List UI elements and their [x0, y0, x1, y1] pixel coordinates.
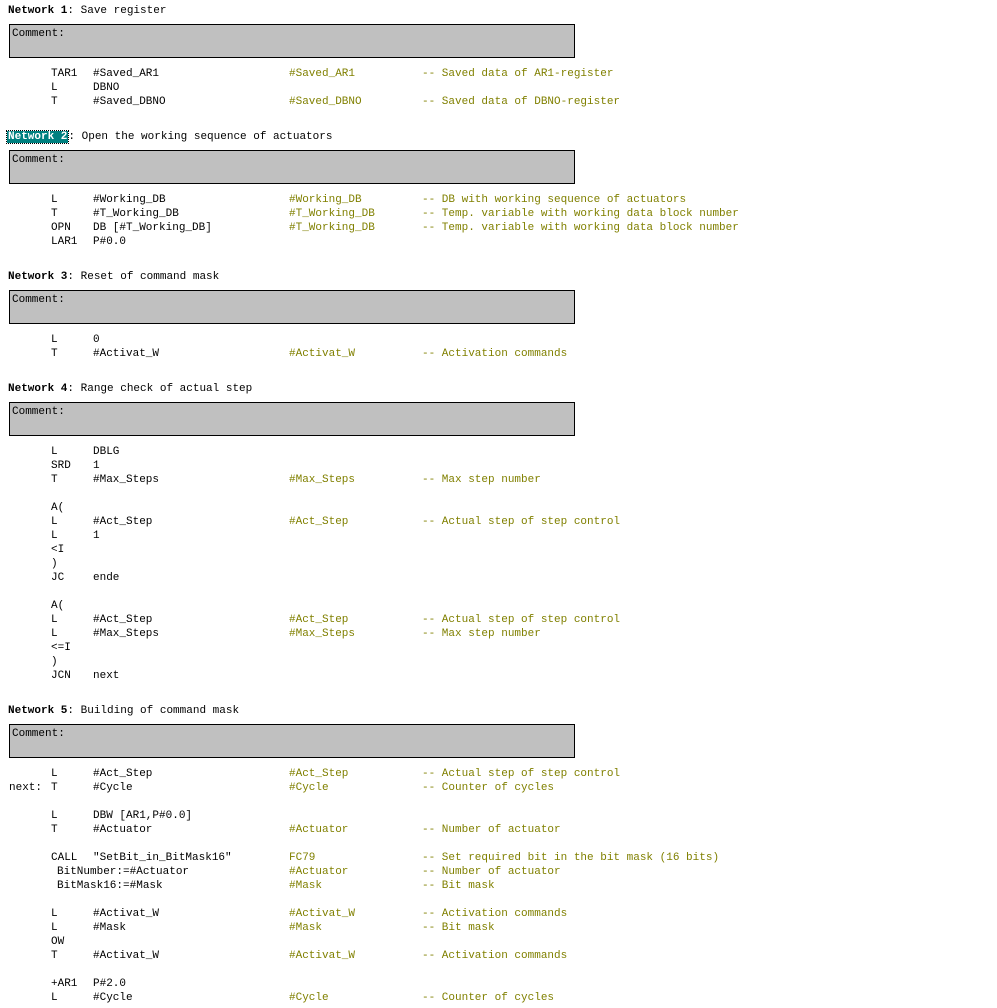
instruction: L: [51, 530, 58, 542]
symbol: #Working_DB: [289, 194, 362, 206]
symbol: #Actuator: [289, 824, 349, 836]
network-number[interactable]: Network 3: [8, 271, 68, 283]
operand: ende: [93, 572, 120, 584]
network-header[interactable]: [8, 270, 219, 284]
instruction: ): [51, 656, 58, 668]
instruction: CALL: [51, 852, 78, 864]
operand: DBLG: [93, 446, 120, 458]
line-comment: -- Activation commands: [422, 348, 568, 360]
instruction: <=I: [51, 642, 71, 654]
line-comment: -- Number of actuator: [422, 866, 561, 878]
operand: #Activat_W: [93, 908, 160, 920]
instruction: T: [51, 348, 58, 360]
line-comment: -- Max step number: [422, 628, 541, 640]
network-comment-box[interactable]: [9, 150, 575, 184]
comment-label: Comment:: [12, 294, 65, 306]
symbol: #Activat_W: [289, 348, 356, 360]
network-number[interactable]: Network 1: [8, 5, 68, 17]
network-title: : Range check of actual step: [67, 383, 253, 395]
instruction: L: [51, 628, 58, 640]
operand: #Mask: [93, 922, 127, 934]
instruction: L: [51, 516, 58, 528]
network-number[interactable]: Network 5: [8, 705, 68, 717]
network-number[interactable]: Network 4: [8, 383, 68, 395]
line-comment: -- Number of actuator: [422, 824, 561, 836]
line-comment: -- Bit mask: [422, 922, 495, 934]
operand: #Cycle: [93, 992, 133, 1004]
operand: #Cycle: [93, 782, 133, 794]
symbol: #T_Working_DB: [289, 208, 375, 220]
line-comment: -- Max step number: [422, 474, 541, 486]
symbol: #Cycle: [289, 782, 329, 794]
symbol: #Act_Step: [289, 768, 349, 780]
line-comment: -- Counter of cycles: [422, 782, 555, 794]
operand: #Act_Step: [93, 516, 153, 528]
instruction: TAR1: [51, 68, 78, 80]
operand: #Saved_DBNO: [93, 96, 166, 108]
symbol: #Activat_W: [289, 908, 356, 920]
instruction: T: [51, 824, 58, 836]
network-title: : Building of command mask: [67, 705, 240, 717]
symbol: #Activat_W: [289, 950, 356, 962]
instruction: A(: [51, 502, 65, 514]
instruction: L: [51, 446, 58, 458]
line-comment: -- Temp. variable with working data block number: [422, 208, 739, 220]
symbol: #Mask: [289, 880, 323, 892]
instruction: +AR1: [51, 978, 78, 990]
symbol: #Saved_AR1: [289, 68, 356, 80]
operand: #Max_Steps: [93, 628, 160, 640]
instruction: L: [51, 768, 58, 780]
symbol: #T_Working_DB: [289, 222, 375, 234]
instruction: <I: [51, 544, 65, 556]
operand: next: [93, 670, 120, 682]
operand: 1: [93, 530, 100, 542]
symbol: #Actuator: [289, 866, 349, 878]
instruction: JC: [51, 572, 65, 584]
line-comment: -- Activation commands: [422, 908, 568, 920]
symbol: #Cycle: [289, 992, 329, 1004]
instruction: A(: [51, 600, 65, 612]
operand: P#2.0: [93, 978, 127, 990]
symbol: #Act_Step: [289, 516, 349, 528]
operand: DBW [AR1,P#0.0]: [93, 810, 193, 822]
operand: #Max_Steps: [93, 474, 160, 486]
instruction: L: [51, 614, 58, 626]
operand: #Actuator: [93, 824, 153, 836]
comment-label: Comment:: [12, 28, 65, 40]
line-comment: -- Actual step of step control: [422, 516, 621, 528]
instruction: T: [51, 950, 58, 962]
jump-label: next:: [9, 782, 43, 794]
network-title: : Save register: [67, 5, 167, 17]
network-title: : Open the working sequence of actuators: [68, 131, 333, 143]
instruction: T: [51, 96, 58, 108]
network-header[interactable]: [8, 4, 166, 18]
network-comment-box[interactable]: [9, 290, 575, 324]
line-comment: -- DB with working sequence of actuators: [422, 194, 687, 206]
instruction: OPN: [51, 222, 71, 234]
call-parameter: BitMask16:=#Mask: [57, 880, 163, 892]
instruction: SRD: [51, 460, 71, 472]
call-parameter: BitNumber:=#Actuator: [57, 866, 190, 878]
symbol: FC79: [289, 852, 316, 864]
operand: DBNO: [93, 82, 120, 94]
operand: #Act_Step: [93, 768, 153, 780]
instruction: T: [51, 474, 58, 486]
line-comment: -- Set required bit in the bit mask (16 bits): [422, 852, 720, 864]
instruction: L: [51, 908, 58, 920]
comment-label: Comment:: [12, 406, 65, 418]
operand: #Activat_W: [93, 348, 160, 360]
instruction: L: [51, 992, 58, 1004]
operand: #Working_DB: [93, 194, 166, 206]
symbol: #Max_Steps: [289, 474, 356, 486]
instruction: L: [51, 82, 58, 94]
comment-label: Comment:: [12, 728, 65, 740]
instruction: ): [51, 558, 58, 570]
symbol: #Saved_DBNO: [289, 96, 362, 108]
operand: #Activat_W: [93, 950, 160, 962]
instruction: T: [51, 208, 58, 220]
line-comment: -- Saved data of DBNO-register: [422, 96, 621, 108]
network-comment-box[interactable]: [9, 402, 575, 436]
symbol: #Max_Steps: [289, 628, 356, 640]
operand: 0: [93, 334, 100, 346]
instruction: L: [51, 334, 58, 346]
network-header[interactable]: [8, 382, 252, 396]
line-comment: -- Activation commands: [422, 950, 568, 962]
operand: P#0.0: [93, 236, 127, 248]
operand: DB [#T_Working_DB]: [93, 222, 212, 234]
operand: #Saved_AR1: [93, 68, 160, 80]
network-header[interactable]: [8, 704, 239, 718]
instruction: L: [51, 194, 58, 206]
line-comment: -- Bit mask: [422, 880, 495, 892]
operand: "SetBit_in_BitMask16": [93, 852, 232, 864]
instruction: LAR1: [51, 236, 78, 248]
network-number[interactable]: Network 2: [8, 131, 68, 143]
operand: 1: [93, 460, 100, 472]
instruction: OW: [51, 936, 65, 948]
line-comment: -- Counter of cycles: [422, 992, 555, 1004]
network-header[interactable]: [8, 130, 332, 144]
network-title: : Reset of command mask: [67, 271, 220, 283]
line-comment: -- Saved data of AR1-register: [422, 68, 614, 80]
instruction: L: [51, 810, 58, 822]
network-comment-box[interactable]: [9, 24, 575, 58]
line-comment: -- Actual step of step control: [422, 768, 621, 780]
network-comment-box[interactable]: [9, 724, 575, 758]
symbol: #Act_Step: [289, 614, 349, 626]
line-comment: -- Temp. variable with working data block number: [422, 222, 739, 234]
comment-label: Comment:: [12, 154, 65, 166]
instruction: JCN: [51, 670, 71, 682]
symbol: #Mask: [289, 922, 323, 934]
instruction: L: [51, 922, 58, 934]
operand: #Act_Step: [93, 614, 153, 626]
line-comment: -- Actual step of step control: [422, 614, 621, 626]
operand: #T_Working_DB: [93, 208, 179, 220]
instruction: T: [51, 782, 58, 794]
